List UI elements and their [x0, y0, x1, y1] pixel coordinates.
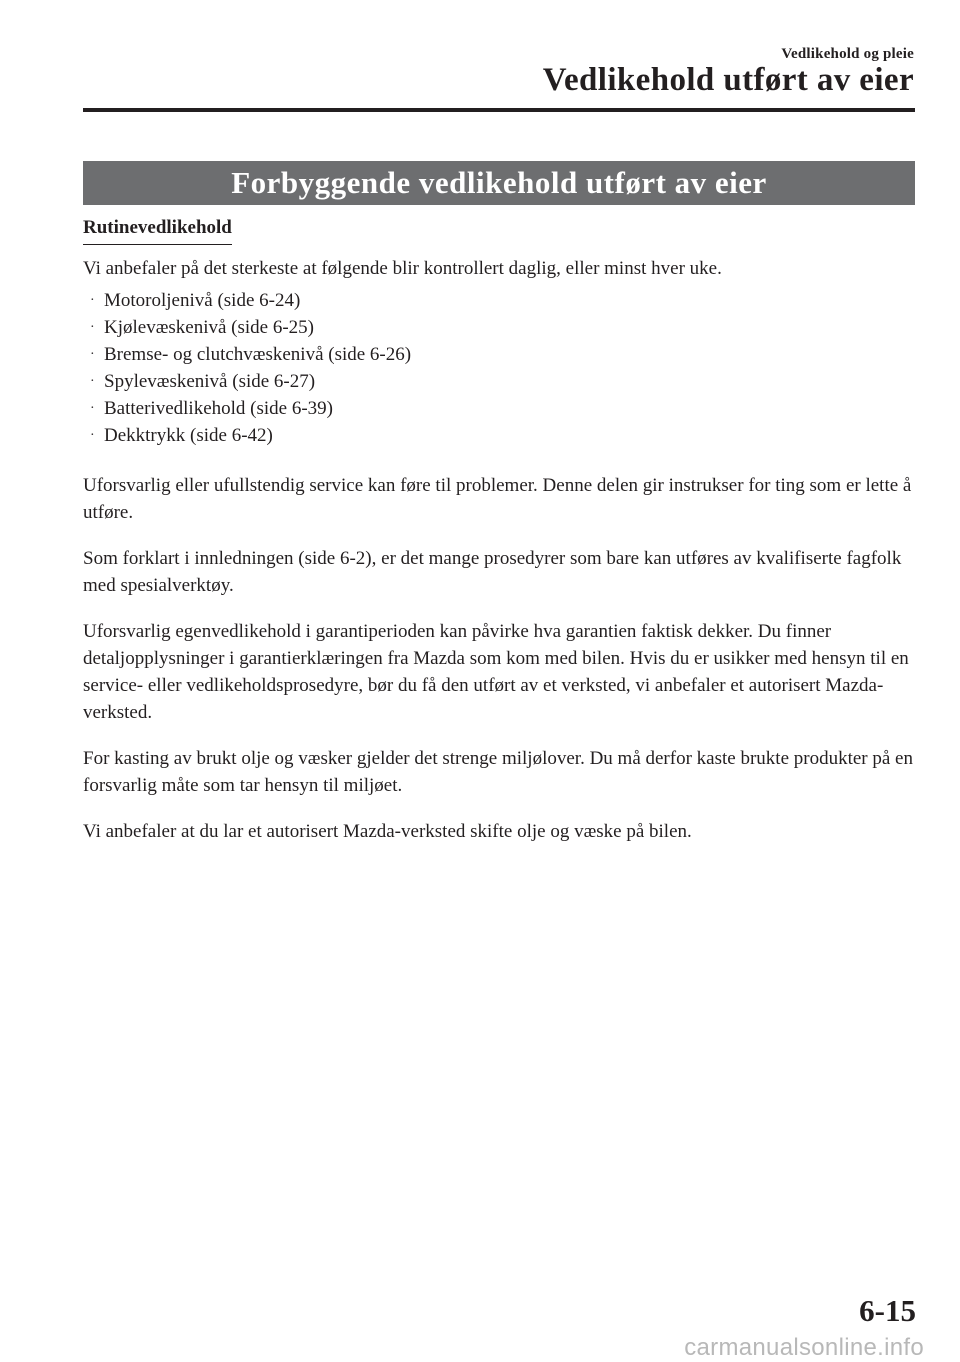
bullet-icon: · [90, 374, 95, 389]
list-item [83, 314, 915, 341]
header-rule [83, 108, 915, 112]
list-item [83, 395, 915, 422]
body-content [83, 255, 915, 864]
bullet-icon: · [90, 320, 95, 335]
bullet-icon: · [90, 428, 95, 443]
paragraph: For kasting av brukt olje og væsker gjelder det strenge miljølover. Du må derfor kaste brukte produkter på en forsvarlig måte som tar hensyn til miljøet. [83, 748, 913, 796]
list-item-text: Motoroljenivå (side 6-24) [104, 290, 301, 311]
watermark: carmanualsonline.info [684, 1334, 924, 1361]
running-header-chapter: Vedlikehold og pleie [781, 46, 914, 62]
intro-paragraph: Vi anbefaler på det sterkeste at følgende blir kontrollert daglig, eller minst hver uke. [83, 258, 722, 279]
checklist [83, 287, 915, 449]
paragraph: Uforsvarlig eller ufullstendig service kan føre til problemer. Denne delen gir instrukser for ting som er lette å utføre. [83, 475, 912, 523]
running-header-section: Vedlikehold utført av eier [542, 62, 914, 98]
subheading: Rutinevedlikehold [83, 217, 232, 245]
list-item-text: Bremse- og clutchvæskenivå (side 6-26) [104, 344, 412, 365]
bullet-icon: · [90, 347, 95, 362]
list-item-text: Dekktrykk (side 6-42) [104, 425, 273, 446]
paragraph: Som forklart i innledningen (side 6-2), er det mange prosedyrer som bare kan utføres av kvalifiserte fagfolk med spesialverktøy. [83, 548, 902, 596]
paragraph: Vi anbefaler at du lar et autorisert Mazda-verksted skifte olje og væske på bilen. [83, 821, 692, 842]
list-item-text: Kjølevæskenivå (side 6-25) [104, 317, 315, 338]
page-number: 6-15 [859, 1293, 916, 1328]
bullet-icon: · [90, 401, 95, 416]
list-item [83, 368, 915, 395]
list-item-text: Batterivedlikehold (side 6-39) [104, 398, 333, 419]
list-item [83, 422, 915, 449]
list-item [83, 341, 915, 368]
paragraph: Uforsvarlig egenvedlikehold i garantiperioden kan påvirke hva garantien faktisk dekker. Du finner detaljopplysninger i garantierklæringen fra Mazda som kom med bilen. Hvis du er usikker med hensyn til en service- eller vedlikeholdsprosedyre, bør du få den utført av et verksted, vi anbefaler et autorisert Mazda-verksted. [83, 621, 909, 723]
section-banner: Forbyggende vedlikehold utført av eier [83, 161, 915, 205]
list-item-text: Spylevæskenivå (side 6-27) [104, 371, 316, 392]
bullet-icon: · [90, 293, 95, 308]
list-item [83, 287, 915, 314]
